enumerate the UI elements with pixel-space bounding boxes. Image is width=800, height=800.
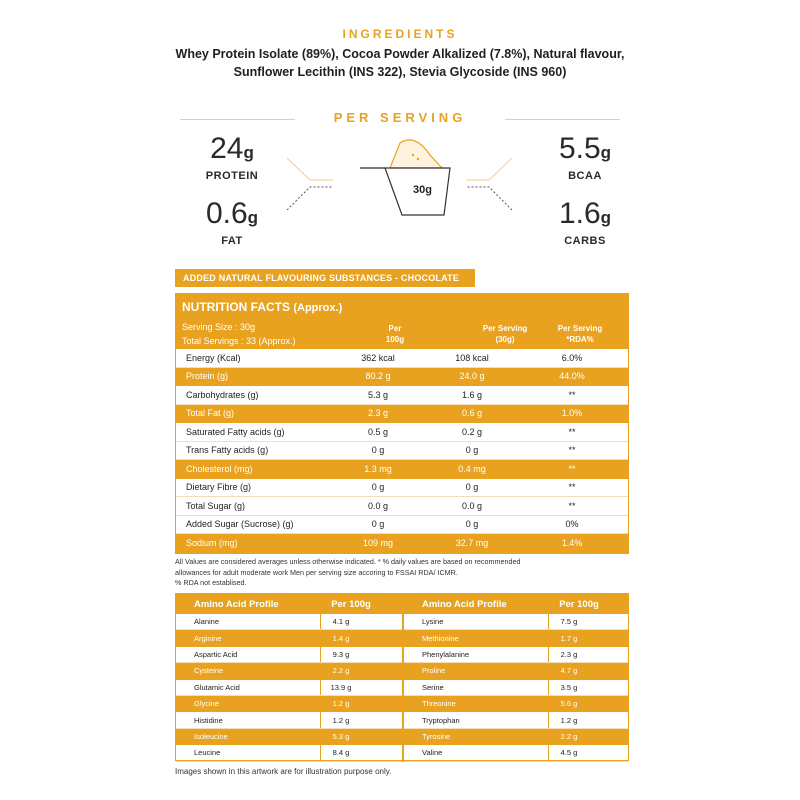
nutrient-name: Energy (Kcal) [186, 352, 241, 363]
nutrition-row [176, 497, 628, 516]
col-per-serving: Per Serving (30g) [482, 324, 528, 344]
stat-bcaa [545, 133, 625, 182]
amino-name: Methionine [422, 633, 459, 643]
footnote-line-3: % RDA not establised. [175, 578, 247, 587]
rda-value: 44.0% [559, 371, 585, 382]
amino-value: 4.7 g [560, 666, 578, 676]
nutrition-row [176, 405, 628, 424]
per-serving-title: PER SERVING [333, 110, 467, 125]
serving-size: Serving Size : 30g [182, 322, 256, 332]
amino-header-left [176, 594, 402, 614]
fat-connector [287, 187, 333, 210]
protein-connector [287, 158, 333, 180]
amino-row [404, 614, 628, 630]
nutrient-name: Added Sugar (Sucrose) (g) [186, 519, 294, 530]
nutrient-name: Trans Fatty acids (g) [186, 445, 269, 456]
nutrition-row [176, 386, 628, 405]
rda-value: ** [568, 445, 576, 456]
amino-row [404, 680, 628, 696]
amino-value: 1.2 g [332, 699, 350, 709]
amino-row [404, 712, 628, 728]
amino-header-value: Per 100g [559, 598, 599, 610]
amino-name: Lysine [422, 617, 444, 627]
carbs-unit: g [600, 208, 612, 227]
nutrient-name: Sodium (mg) [186, 537, 238, 548]
amino-value: 1.4 g [332, 633, 350, 643]
amino-value: 3.5 g [560, 682, 578, 692]
amino-row [176, 680, 402, 696]
per-serving-value: 0.0 g [461, 500, 483, 511]
amino-value: 1.7 g [560, 633, 578, 643]
footnote-line-1: All Values are considered averages unless otherwise indicated. * % daily values are based on recommended [175, 557, 521, 566]
bcaa-label: BCAA [568, 170, 602, 182]
stat-carbs [545, 198, 625, 247]
nutrition-rows [175, 349, 629, 554]
per-serving-value: 0 g [465, 519, 479, 530]
amino-value: 5.3 g [332, 731, 350, 741]
amino-value: 5.6 g [560, 699, 578, 709]
per-serving-value: 32.7 mg [455, 537, 489, 548]
amino-value: 2.2 g [332, 666, 350, 676]
nutrient-name: Saturated Fatty acids (g) [186, 426, 285, 437]
amino-value: 2.3 g [560, 649, 578, 659]
per-serving-value: 24.0 g [459, 371, 485, 382]
amino-right [402, 594, 628, 762]
nutrition-row [176, 460, 628, 479]
serving-info [182, 320, 296, 348]
amino-name: Serine [422, 682, 444, 692]
per-serving-value: 0.2 g [461, 426, 483, 437]
amino-row [176, 647, 402, 663]
per-serving-value: 0.4 mg [458, 463, 486, 474]
amino-name: Histidine [194, 715, 223, 725]
amino-row [404, 745, 628, 761]
per-serving-value: 0.6 g [461, 408, 483, 419]
amino-name: Valine [422, 748, 443, 758]
nutrient-name: Cholesterol (mg) [186, 463, 253, 474]
amino-name: Phenylalanine [422, 649, 470, 659]
scoop-label: 30g [413, 184, 432, 196]
per-100g-value: 1.3 mg [364, 463, 392, 474]
amino-name: Alanine [194, 617, 220, 627]
ingredients-line-1: Whey Protein Isolate (89%), Cocoa Powder Alkalized (7.8%), Natural flavour, [175, 47, 625, 61]
amino-row [404, 630, 628, 646]
per-100g-value: 80.2 g [365, 371, 391, 382]
bcaa-unit: g [600, 143, 612, 162]
rda-value: ** [568, 426, 576, 437]
amino-name: Glycine [194, 699, 220, 709]
total-servings: Total Servings : 33 (Approx.) [182, 336, 296, 346]
footnote-line-2: allowances for adult moderate work Men per serving size accoring to FSSAI RDA/ ICMR. [175, 567, 458, 577]
amino-row [176, 712, 402, 728]
col-rda: Per Serving *RDA% [557, 324, 603, 344]
amino-row [404, 663, 628, 679]
nutrition-title: NUTRITION FACTS (Approx.) [182, 300, 343, 314]
nutrient-name: Carbohydrates (g) [186, 389, 259, 400]
per-100g-value: 0.0 g [367, 500, 389, 511]
per-100g-value: 0 g [371, 482, 385, 493]
per-100g-value: 362 kcal [361, 352, 395, 363]
ingredients-line-2: Sunflower Lecithin (INS 322), Stevia Glycoside (INS 960) [233, 65, 567, 79]
ingredients-title: INGREDIENTS [342, 27, 458, 41]
rda-value: ** [568, 482, 576, 493]
rda-value: 1.0% [561, 408, 583, 419]
bcaa-connector [466, 158, 512, 180]
amino-row [176, 729, 402, 745]
scoop-icon [340, 133, 470, 223]
amino-row [176, 663, 402, 679]
nutrition-facts-table [175, 293, 629, 554]
nutrient-name: Total Fat (g) [186, 408, 235, 419]
amino-value: 4.1 g [332, 617, 350, 627]
amino-row [404, 729, 628, 745]
amino-value: 13.9 g [330, 682, 352, 692]
amino-row [176, 696, 402, 712]
amino-row [404, 647, 628, 663]
amino-value: 9.3 g [332, 649, 350, 659]
amino-name: Aspartic Acid [194, 649, 238, 659]
fat-unit: g [247, 208, 259, 227]
amino-name: Tryptophan [422, 715, 460, 725]
nutrient-name: Total Sugar (g) [186, 500, 246, 511]
per-serving-value: 1.6 g [461, 389, 483, 400]
rda-value: ** [568, 389, 576, 400]
amino-name: Isoleucine [194, 731, 228, 741]
carbs-connector [466, 187, 512, 210]
amino-value: 4.5 g [560, 748, 578, 758]
nutrition-row [176, 534, 628, 553]
protein-value: 24 [210, 132, 244, 165]
per-serving-value: 108 kcal [455, 352, 489, 363]
fat-label: FAT [221, 235, 243, 247]
flavour-banner: ADDED NATURAL FLAVOURING SUBSTANCES - CHOCOLATE [175, 269, 475, 287]
rda-value: 1.4% [561, 537, 583, 548]
per-100g-value: 109 mg [362, 537, 394, 548]
col-per-100g: Per 100g [385, 324, 405, 344]
amino-header-name: Amino Acid Profile [194, 598, 279, 610]
amino-name: Arginine [194, 633, 222, 643]
amino-value: 2.2 g [560, 731, 578, 741]
per-100g-value: 0 g [371, 445, 385, 456]
amino-row [404, 696, 628, 712]
stat-fat [192, 198, 272, 247]
amino-header-name: Amino Acid Profile [422, 598, 507, 610]
amino-value: 8.4 g [332, 748, 350, 758]
nutrition-header [175, 293, 629, 349]
amino-name: Cysteine [194, 666, 224, 676]
per-100g-value: 5.3 g [367, 389, 389, 400]
amino-name: Threonine [422, 699, 456, 709]
nutrition-row [176, 349, 628, 368]
rda-value: 6.0% [561, 352, 583, 363]
nutrition-row [176, 479, 628, 498]
amino-left [176, 594, 402, 762]
amino-header-right [404, 594, 628, 614]
carbs-value: 1.6 [558, 197, 601, 230]
protein-unit: g [243, 143, 254, 162]
stat-protein [192, 133, 272, 182]
nutrition-row [176, 516, 628, 535]
nutrition-row [176, 442, 628, 461]
protein-label: PROTEIN [205, 170, 259, 182]
amino-header-value: Per 100g [331, 598, 371, 610]
per-100g-value: 2.3 g [367, 408, 389, 419]
carbs-label: CARBS [564, 235, 606, 247]
amino-value: 1.2 g [332, 715, 350, 725]
bcaa-value: 5.5 [558, 132, 601, 165]
amino-name: Tyrosine [422, 731, 451, 741]
disclaimer: Images shown in this artwork are for illustration purpose only. [175, 767, 392, 776]
fat-value: 0.6 [205, 197, 248, 230]
amino-name: Proline [422, 666, 446, 676]
amino-name: Glutamic Acid [194, 682, 240, 692]
nutrition-row [176, 423, 628, 442]
per-serving-value: 0 g [465, 482, 479, 493]
nutrition-row [176, 368, 628, 387]
per-100g-value: 0 g [371, 519, 385, 530]
amino-acid-table [175, 593, 629, 761]
rda-value: ** [568, 463, 576, 474]
per-serving-value: 0 g [465, 445, 479, 456]
amino-row [176, 614, 402, 630]
rda-value: ** [568, 500, 576, 511]
amino-value: 1.2 g [560, 715, 578, 725]
amino-value: 7.5 g [560, 617, 578, 627]
footnote [175, 557, 635, 589]
amino-row [176, 630, 402, 646]
nutrient-name: Dietary Fibre (g) [186, 482, 252, 493]
per-100g-value: 0.5 g [367, 426, 389, 437]
rda-value: 0% [565, 519, 579, 530]
amino-name: Leucine [194, 748, 221, 758]
nutrient-name: Protein (g) [186, 371, 229, 382]
amino-row [176, 745, 402, 761]
